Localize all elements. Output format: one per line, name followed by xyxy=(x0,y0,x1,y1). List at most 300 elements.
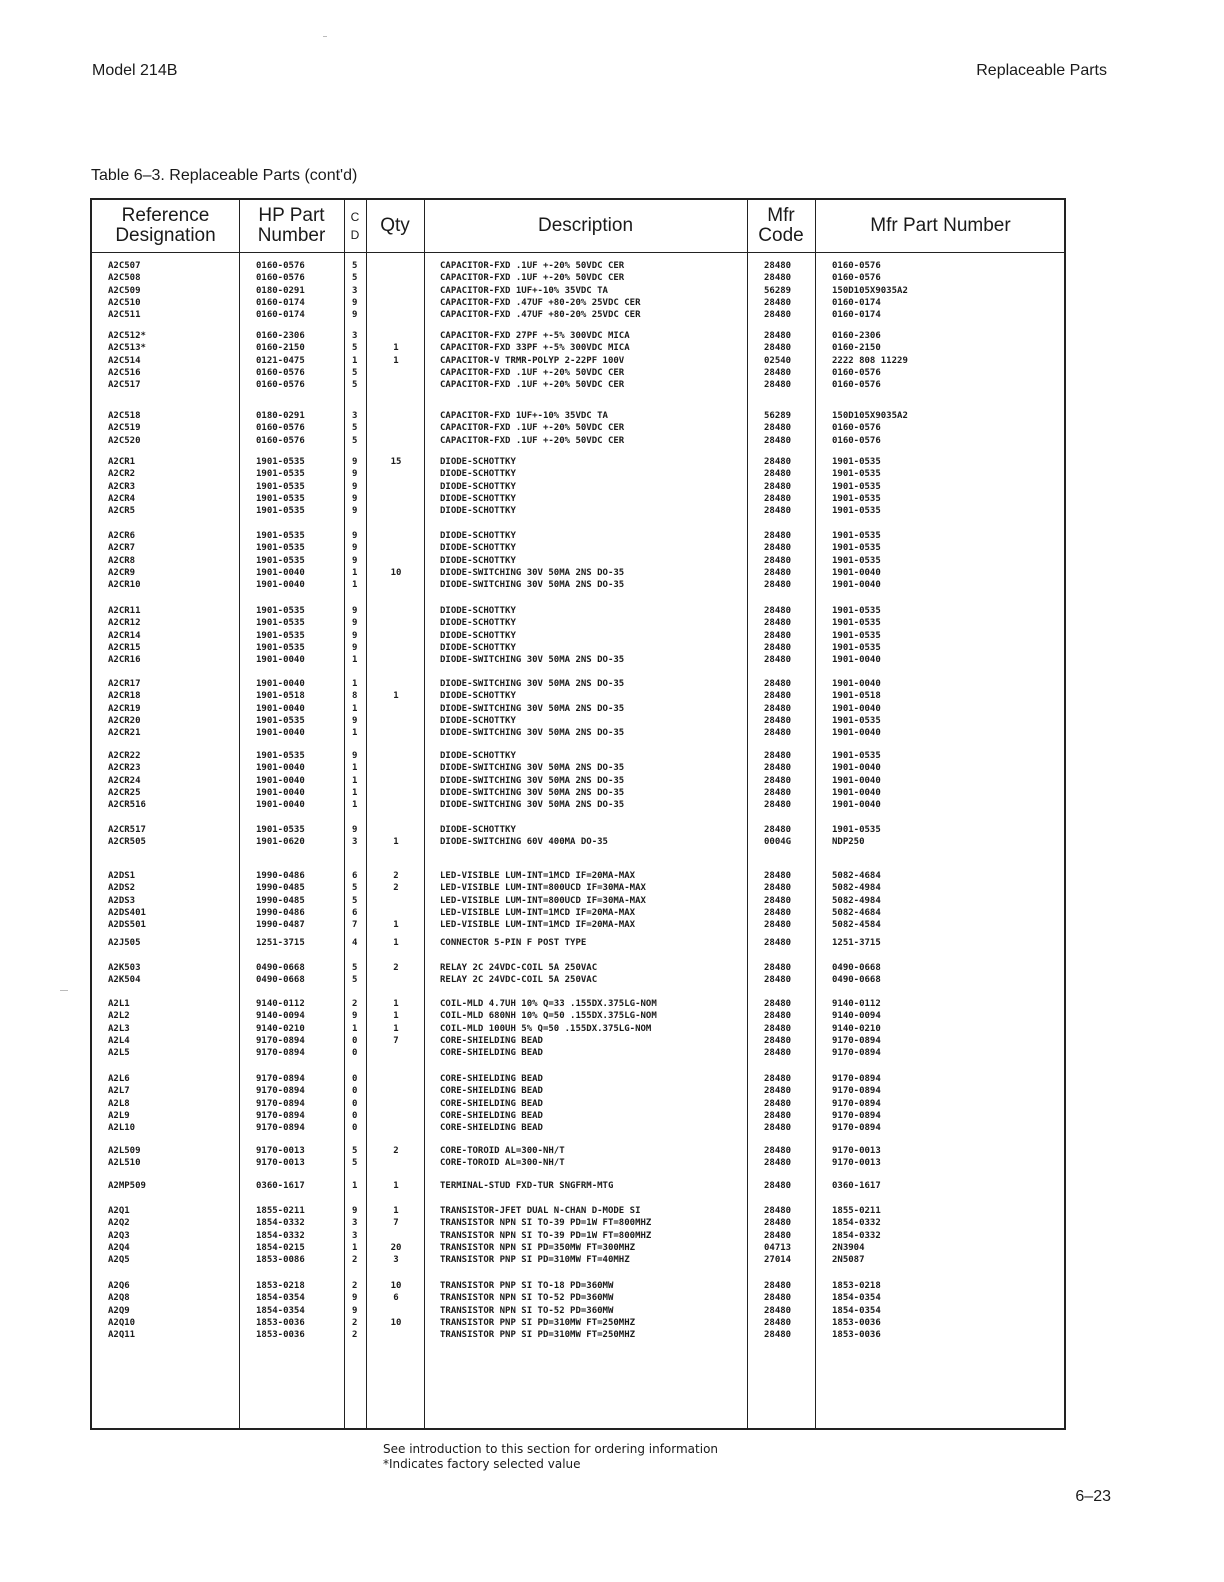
ref-designation-cell: A2Q11 xyxy=(108,1330,136,1341)
hp-part-number-cell: 0160-0576 xyxy=(256,273,305,284)
ref-designation-cell: A2C513* xyxy=(108,343,146,354)
table-row xyxy=(92,895,1064,907)
mfr-code-cell: 28480 xyxy=(764,555,792,566)
description-cell: DIODE-SWITCHING 30V 50MA 2NS DO-35 xyxy=(440,655,625,666)
mfr-part-number-cell: 9170-0894 xyxy=(832,1123,881,1134)
mfr-code-cell: 28480 xyxy=(764,1110,792,1121)
ref-designation-cell: A2CR17 xyxy=(108,679,141,689)
table-row xyxy=(92,567,1064,579)
table-row xyxy=(92,974,1064,986)
ref-designation-cell: A2C517 xyxy=(108,380,141,391)
mfr-part-number-cell: 9170-0894 xyxy=(832,1086,881,1097)
table-row xyxy=(92,1157,1064,1169)
check-digit-cell: 1 xyxy=(352,800,358,811)
mfr-code-cell: 28480 xyxy=(764,938,792,948)
mfr-code-cell: 28480 xyxy=(764,310,792,321)
table-row xyxy=(92,882,1064,894)
mfr-part-number-cell: 1901-0040 xyxy=(832,775,881,786)
table-row xyxy=(92,1073,1064,1085)
table-row xyxy=(92,919,1064,931)
mfr-code-cell: 28480 xyxy=(764,1305,792,1316)
check-digit-cell: 9 xyxy=(352,751,358,761)
mfr-part-number-cell: 1901-0535 xyxy=(832,531,881,541)
mfr-code-cell: 28480 xyxy=(764,1230,792,1241)
table-row xyxy=(92,907,1064,919)
quantity-cell: 1 xyxy=(393,1011,399,1022)
check-digit-cell: 0 xyxy=(352,1086,358,1097)
description-cell: CORE-SHIELDING BEAD xyxy=(440,1123,543,1134)
quantity-cell: 1 xyxy=(393,999,399,1009)
mfr-code-cell: 28480 xyxy=(764,1293,792,1304)
table-row xyxy=(92,1305,1064,1317)
mfr-part-number-cell: 1901-0535 xyxy=(832,506,881,517)
hp-part-number-cell: 1990-0485 xyxy=(256,883,305,894)
ref-designation-cell: A2L509 xyxy=(108,1146,141,1156)
footnotes xyxy=(383,1442,718,1472)
ref-designation-cell: A2CR517 xyxy=(108,825,146,835)
description-cell: CAPACITOR-V TRMR-POLYP 2-22PF 100V xyxy=(440,355,625,366)
table-row xyxy=(92,870,1064,882)
check-digit-cell: 1 xyxy=(352,1242,358,1253)
check-digit-cell: 9 xyxy=(352,630,358,641)
mfr-code-cell: 28480 xyxy=(764,297,792,308)
mfr-code-cell: 28480 xyxy=(764,715,792,726)
mfr-part-number-cell: 9170-0013 xyxy=(832,1146,881,1156)
ref-designation-cell: A2MP509 xyxy=(108,1181,146,1191)
check-digit-cell: 9 xyxy=(352,642,358,653)
ref-designation-cell: A2CR21 xyxy=(108,728,141,739)
description-cell: DIODE-SWITCHING 30V 50MA 2NS DO-35 xyxy=(440,567,625,578)
quantity-cell: 3 xyxy=(393,1255,399,1266)
mfr-code-cell: 28480 xyxy=(764,883,792,894)
check-digit-cell: 5 xyxy=(352,367,358,378)
hp-part-number-cell: 1901-0040 xyxy=(256,728,305,739)
mfr-part-number-cell: 1855-0211 xyxy=(832,1206,881,1216)
ref-designation-cell: A2L5 xyxy=(108,1048,130,1059)
mfr-part-number-cell: 1901-0535 xyxy=(832,715,881,726)
ref-designation-cell: A2Q6 xyxy=(108,1281,130,1291)
ref-designation-cell: A2C518 xyxy=(108,411,141,421)
table-row xyxy=(92,272,1064,284)
mfr-part-number-cell: 0490-0668 xyxy=(832,975,881,986)
hp-part-number-cell: 1901-0040 xyxy=(256,703,305,714)
mfr-part-number-cell: 1901-0518 xyxy=(832,691,881,702)
column-header-reference: Reference Designation xyxy=(115,205,216,246)
table-row xyxy=(92,530,1064,542)
footnote-factory-selected: *Indicates factory selected value xyxy=(383,1457,581,1471)
check-digit-cell: 5 xyxy=(352,883,358,894)
check-digit-cell: 3 xyxy=(352,1230,358,1241)
ref-designation-cell: A2CR5 xyxy=(108,506,136,517)
description-cell: DIODE-SCHOTTKY xyxy=(440,642,516,653)
mfr-code-cell: 28480 xyxy=(764,728,792,739)
description-cell: COIL-MLD 4.7UH 10% Q=33 .155DX.375LG-NOM xyxy=(440,999,657,1009)
table-caption: Table 6–3. Replaceable Parts (cont'd) xyxy=(91,167,358,184)
description-cell: CAPACITOR-FXD .1UF +-20% 50VDC CER xyxy=(440,380,625,391)
table-row xyxy=(92,355,1064,367)
mfr-part-number-cell: 9170-0013 xyxy=(832,1158,881,1169)
hp-part-number-cell: 1901-0535 xyxy=(256,481,305,492)
mfr-code-cell: 28480 xyxy=(764,1317,792,1328)
mfr-code-cell: 28480 xyxy=(764,273,792,284)
table-row xyxy=(92,678,1064,690)
quantity-cell: 1 xyxy=(393,920,399,931)
mfr-part-number-cell: 1901-0535 xyxy=(832,493,881,504)
check-digit-cell: 9 xyxy=(352,1305,358,1316)
table-row xyxy=(92,330,1064,342)
quantity-cell: 15 xyxy=(390,457,402,467)
description-cell: DIODE-SCHOTTKY xyxy=(440,630,516,641)
ref-designation-cell: A2L2 xyxy=(108,1011,130,1022)
check-digit-cell: 3 xyxy=(352,1218,358,1229)
table-row xyxy=(92,715,1064,727)
ref-designation-cell: A2L8 xyxy=(108,1098,130,1109)
ref-designation-cell: A2C519 xyxy=(108,423,141,434)
ref-designation-cell: A2CR11 xyxy=(108,606,141,616)
quantity-cell: 10 xyxy=(390,1317,402,1328)
mfr-code-cell: 02540 xyxy=(764,355,792,366)
description-cell: CAPACITOR-FXD 27PF +-5% 300VDC MICA xyxy=(440,331,630,341)
check-digit-cell: 5 xyxy=(352,343,358,354)
hp-part-number-cell: 9170-0894 xyxy=(256,1074,305,1084)
mfr-code-cell: 28480 xyxy=(764,787,792,798)
description-cell: TRANSISTOR NPN SI TO-39 PD=1W FT=800MHZ xyxy=(440,1218,652,1229)
hp-part-number-cell: 9170-0013 xyxy=(256,1158,305,1169)
check-digit-cell: 5 xyxy=(352,1146,358,1156)
description-cell: LED-VISIBLE LUM-INT=800UCD IF=30MA-MAX xyxy=(440,883,646,894)
hp-part-number-cell: 0160-0576 xyxy=(256,423,305,434)
mfr-code-cell: 28480 xyxy=(764,457,792,467)
check-digit-cell: 0 xyxy=(352,1098,358,1109)
ref-designation-cell: A2C514 xyxy=(108,355,141,366)
mfr-part-number-cell: 0160-0576 xyxy=(832,261,881,271)
check-digit-cell: 1 xyxy=(352,763,358,774)
description-cell: DIODE-SCHOTTKY xyxy=(440,555,516,566)
description-cell: DIODE-SWITCHING 30V 50MA 2NS DO-35 xyxy=(440,679,625,689)
mfr-code-cell: 28480 xyxy=(764,1023,792,1034)
description-cell: DIODE-SWITCHING 30V 50MA 2NS DO-35 xyxy=(440,763,625,774)
check-digit-cell: 0 xyxy=(352,1123,358,1134)
hp-part-number-cell: 0180-0291 xyxy=(256,411,305,421)
table-row xyxy=(92,1023,1064,1035)
description-cell: TRANSISTOR NPN SI TO-52 PD=360MW xyxy=(440,1305,614,1316)
mfr-part-number-cell: 0160-0174 xyxy=(832,310,881,321)
hp-part-number-cell: 1901-0040 xyxy=(256,775,305,786)
mfr-code-cell: 28480 xyxy=(764,469,792,480)
mfr-code-cell: 28480 xyxy=(764,580,792,591)
ref-designation-cell: A2CR4 xyxy=(108,493,136,504)
description-cell: LED-VISIBLE LUM-INT=800UCD IF=30MA-MAX xyxy=(440,895,646,906)
table-row xyxy=(92,1047,1064,1059)
mfr-code-cell: 28480 xyxy=(764,655,792,666)
mfr-part-number-cell: 9170-0894 xyxy=(832,1074,881,1084)
ref-designation-cell: A2CR3 xyxy=(108,481,136,492)
hp-part-number-cell: 1901-0535 xyxy=(256,618,305,629)
table-row xyxy=(92,836,1064,848)
table-row xyxy=(92,493,1064,505)
hp-part-number-cell: 1901-0535 xyxy=(256,751,305,761)
hp-part-number-cell: 1901-0518 xyxy=(256,691,305,702)
mfr-part-number-cell: 1854-0354 xyxy=(832,1305,881,1316)
hp-part-number-cell: 9140-0112 xyxy=(256,999,305,1009)
mfr-code-cell: 28480 xyxy=(764,1074,792,1084)
table-row xyxy=(92,937,1064,949)
description-cell: CAPACITOR-FXD 1UF+-10% 35VDC TA xyxy=(440,285,608,296)
mfr-part-number-cell: 9140-0112 xyxy=(832,999,881,1009)
check-digit-cell: 1 xyxy=(352,775,358,786)
description-cell: DIODE-SCHOTTKY xyxy=(440,751,516,761)
hp-part-number-cell: 1901-0535 xyxy=(256,493,305,504)
mfr-part-number-cell: 1853-0218 xyxy=(832,1281,881,1291)
quantity-cell: 1 xyxy=(393,343,399,354)
quantity-cell: 2 xyxy=(393,963,399,973)
quantity-cell: 2 xyxy=(393,883,399,894)
mfr-part-number-cell: 2222 808 11229 xyxy=(832,355,908,366)
ref-designation-cell: A2Q3 xyxy=(108,1230,130,1241)
mfr-code-cell: 28480 xyxy=(764,907,792,918)
running-header-model: Model 214B xyxy=(92,62,178,79)
mfr-part-number-cell: 1251-3715 xyxy=(832,938,881,948)
mfr-code-cell: 28480 xyxy=(764,1218,792,1229)
hp-part-number-cell: 0490-0668 xyxy=(256,975,305,986)
mfr-code-cell: 28480 xyxy=(764,1048,792,1059)
hp-part-number-cell: 1901-0040 xyxy=(256,580,305,591)
check-digit-cell: 9 xyxy=(352,493,358,504)
column-header-cd: C D xyxy=(350,210,360,242)
mfr-part-number-cell: 1901-0040 xyxy=(832,800,881,811)
column-header-mfr-code: Mfr Code xyxy=(758,205,804,246)
ref-designation-cell: A2L3 xyxy=(108,1023,130,1034)
description-cell: DIODE-SWITCHING 30V 50MA 2NS DO-35 xyxy=(440,703,625,714)
table-row xyxy=(92,998,1064,1010)
hp-part-number-cell: 1901-0535 xyxy=(256,715,305,726)
hp-part-number-cell: 1901-0535 xyxy=(256,630,305,641)
table-row xyxy=(92,1010,1064,1022)
description-cell: CORE-SHIELDING BEAD xyxy=(440,1074,543,1084)
hp-part-number-cell: 0180-0291 xyxy=(256,285,305,296)
ref-designation-cell: A2CR6 xyxy=(108,531,136,541)
hp-part-number-cell: 1854-0332 xyxy=(256,1230,305,1241)
check-digit-cell: 2 xyxy=(352,1317,358,1328)
hp-part-number-cell: 1901-0535 xyxy=(256,506,305,517)
mfr-part-number-cell: 0360-1617 xyxy=(832,1181,881,1191)
mfr-code-cell: 28480 xyxy=(764,642,792,653)
table-row xyxy=(92,787,1064,799)
mfr-part-number-cell: 1853-0036 xyxy=(832,1317,881,1328)
description-cell: COIL-MLD 680NH 10% Q=50 .155DX.375LG-NOM xyxy=(440,1011,657,1022)
check-digit-cell: 5 xyxy=(352,261,358,271)
table-row xyxy=(92,1110,1064,1122)
hp-part-number-cell: 0160-0174 xyxy=(256,310,305,321)
mfr-part-number-cell: 9170-0894 xyxy=(832,1110,881,1121)
mfr-part-number-cell: 2N3904 xyxy=(832,1242,865,1253)
check-digit-cell: 2 xyxy=(352,1255,358,1266)
mfr-part-number-cell: 1901-0040 xyxy=(832,703,881,714)
description-cell: COIL-MLD 100UH 5% Q=50 .155DX.375LG-NOM xyxy=(440,1023,652,1034)
check-digit-cell: 8 xyxy=(352,691,358,702)
check-digit-cell: 5 xyxy=(352,423,358,434)
check-digit-cell: 1 xyxy=(352,567,358,578)
description-cell: DIODE-SCHOTTKY xyxy=(440,715,516,726)
check-digit-cell: 9 xyxy=(352,555,358,566)
check-digit-cell: 9 xyxy=(352,297,358,308)
table-row xyxy=(92,750,1064,762)
ref-designation-cell: A2CR20 xyxy=(108,715,141,726)
check-digit-cell: 5 xyxy=(352,975,358,986)
hp-part-number-cell: 1901-0535 xyxy=(256,642,305,653)
ref-designation-cell: A2CR14 xyxy=(108,630,141,641)
mfr-code-cell: 28480 xyxy=(764,567,792,578)
description-cell: CAPACITOR-FXD .1UF +-20% 50VDC CER xyxy=(440,423,625,434)
quantity-cell: 10 xyxy=(390,1281,402,1291)
parts-table xyxy=(90,198,1066,1430)
ref-designation-cell: A2Q5 xyxy=(108,1255,130,1266)
quantity-cell: 2 xyxy=(393,871,399,881)
quantity-cell: 1 xyxy=(393,938,399,948)
ref-designation-cell: A2CR12 xyxy=(108,618,141,629)
quantity-cell: 1 xyxy=(393,691,399,702)
description-cell: DIODE-SCHOTTKY xyxy=(440,469,516,480)
ref-designation-cell: A2C509 xyxy=(108,285,141,296)
hp-part-number-cell: 1901-0535 xyxy=(256,543,305,554)
description-cell: TRANSISTOR NPN SI PD=350MW FT=300MHZ xyxy=(440,1242,636,1253)
mfr-part-number-cell: 9140-0210 xyxy=(832,1023,881,1034)
quantity-cell: 10 xyxy=(390,567,402,578)
mfr-code-cell: 28480 xyxy=(764,367,792,378)
description-cell: CORE-SHIELDING BEAD xyxy=(440,1086,543,1097)
quantity-cell: 1 xyxy=(393,1023,399,1034)
description-cell: RELAY 2C 24VDC-COIL 5A 250VAC xyxy=(440,975,598,986)
check-digit-cell: 0 xyxy=(352,1048,358,1059)
description-cell: TRANSISTOR PNP SI PD=310MW FT=250MHZ xyxy=(440,1330,636,1341)
check-digit-cell: 1 xyxy=(352,580,358,591)
table-row xyxy=(92,1085,1064,1097)
table-row xyxy=(92,690,1064,702)
description-cell: DIODE-SWITCHING 60V 400MA DO-35 xyxy=(440,837,608,848)
column-header-description: Description xyxy=(537,215,634,236)
ref-designation-cell: A2K504 xyxy=(108,975,141,986)
check-digit-cell: 9 xyxy=(352,506,358,517)
mfr-part-number-cell: 0160-0576 xyxy=(832,367,881,378)
table-row xyxy=(92,379,1064,391)
mfr-code-cell: 28480 xyxy=(764,1098,792,1109)
ref-designation-cell: A2CR23 xyxy=(108,763,141,774)
mfr-part-number-cell: 1901-0535 xyxy=(832,543,881,554)
mfr-code-cell: 28480 xyxy=(764,975,792,986)
check-digit-cell: 1 xyxy=(352,703,358,714)
check-digit-cell: 6 xyxy=(352,907,358,918)
table-row xyxy=(92,309,1064,321)
table-row xyxy=(92,505,1064,517)
mfr-part-number-cell: 1901-0040 xyxy=(832,787,881,798)
table-row xyxy=(92,367,1064,379)
mfr-code-cell: 28480 xyxy=(764,1330,792,1341)
ref-designation-cell: A2L4 xyxy=(108,1035,130,1046)
ref-designation-cell: A2C508 xyxy=(108,273,141,284)
mfr-code-cell: 28480 xyxy=(764,493,792,504)
mfr-part-number-cell: 1854-0332 xyxy=(832,1218,881,1229)
mfr-part-number-cell: 0160-2150 xyxy=(832,343,881,354)
mfr-code-cell: 28480 xyxy=(764,1123,792,1134)
table-row xyxy=(92,1122,1064,1134)
check-digit-cell: 5 xyxy=(352,273,358,284)
mfr-code-cell: 28480 xyxy=(764,1281,792,1291)
hp-part-number-cell: 1901-0040 xyxy=(256,655,305,666)
table-row xyxy=(92,799,1064,811)
table-row xyxy=(92,642,1064,654)
ref-designation-cell: A2L10 xyxy=(108,1123,136,1134)
description-cell: CORE-SHIELDING BEAD xyxy=(440,1110,543,1121)
mfr-code-cell: 28480 xyxy=(764,751,792,761)
ref-designation-cell: A2DS401 xyxy=(108,907,146,918)
hp-part-number-cell: 1901-0040 xyxy=(256,800,305,811)
mfr-code-cell: 28480 xyxy=(764,618,792,629)
check-digit-cell: 0 xyxy=(352,1110,358,1121)
ref-designation-cell: A2Q10 xyxy=(108,1317,136,1328)
check-digit-cell: 9 xyxy=(352,481,358,492)
mfr-part-number-cell: 0160-0576 xyxy=(832,423,881,434)
table-row xyxy=(92,456,1064,468)
mfr-part-number-cell: 5082-4984 xyxy=(832,883,881,894)
hp-part-number-cell: 1990-0486 xyxy=(256,907,305,918)
table-row xyxy=(92,260,1064,272)
description-cell: CAPACITOR-FXD .1UF +-20% 50VDC CER xyxy=(440,367,625,378)
description-cell: TERMINAL-STUD FXD-TUR SNGFRM-MTG xyxy=(440,1181,614,1191)
description-cell: TRANSISTOR-JFET DUAL N-CHAN D-MODE SI xyxy=(440,1206,641,1216)
mfr-part-number-cell: 0490-0668 xyxy=(832,963,881,973)
description-cell: RELAY 2C 24VDC-COIL 5A 250VAC xyxy=(440,963,598,973)
check-digit-cell: 1 xyxy=(352,355,358,366)
ref-designation-cell: A2K503 xyxy=(108,963,141,973)
ref-designation-cell: A2Q4 xyxy=(108,1242,130,1253)
mfr-code-cell: 28480 xyxy=(764,775,792,786)
table-row xyxy=(92,1329,1064,1341)
quantity-cell: 1 xyxy=(393,1181,399,1191)
mfr-part-number-cell: 1901-0535 xyxy=(832,618,881,629)
ref-designation-cell: A2L1 xyxy=(108,999,130,1009)
ref-designation-cell: A2DS1 xyxy=(108,871,136,881)
check-digit-cell: 3 xyxy=(352,331,358,341)
check-digit-cell: 1 xyxy=(352,679,358,689)
ref-designation-cell: A2Q2 xyxy=(108,1218,130,1229)
mfr-part-number-cell: 5082-4684 xyxy=(832,871,881,881)
check-digit-cell: 9 xyxy=(352,469,358,480)
table-row xyxy=(92,435,1064,447)
description-cell: CAPACITOR-FXD .1UF +-20% 50VDC CER xyxy=(440,435,625,446)
mfr-part-number-cell: 1901-0535 xyxy=(832,606,881,616)
ref-designation-cell: A2C507 xyxy=(108,261,141,271)
hp-part-number-cell: 1990-0485 xyxy=(256,895,305,906)
hp-part-number-cell: 1855-0211 xyxy=(256,1206,305,1216)
mfr-part-number-cell: 1901-0535 xyxy=(832,481,881,492)
check-digit-cell: 5 xyxy=(352,963,358,973)
hp-part-number-cell: 1901-0040 xyxy=(256,679,305,689)
hp-part-number-cell: 0490-0668 xyxy=(256,963,305,973)
check-digit-cell: 9 xyxy=(352,825,358,835)
mfr-code-cell: 56289 xyxy=(764,285,792,296)
table-row xyxy=(92,762,1064,774)
page-number: 6–23 xyxy=(1075,1488,1111,1505)
mfr-part-number-cell: 0160-0576 xyxy=(832,273,881,284)
table-row xyxy=(92,1292,1064,1304)
mfr-part-number-cell: 1901-0535 xyxy=(832,751,881,761)
mfr-code-cell: 28480 xyxy=(764,999,792,1009)
hp-part-number-cell: 1854-0354 xyxy=(256,1305,305,1316)
mfr-part-number-cell: 1901-0535 xyxy=(832,630,881,641)
quantity-cell: 1 xyxy=(393,355,399,366)
ref-designation-cell: A2DS501 xyxy=(108,920,146,931)
description-cell: LED-VISIBLE LUM-INT=1MCD IF=20MA-MAX xyxy=(440,871,636,881)
